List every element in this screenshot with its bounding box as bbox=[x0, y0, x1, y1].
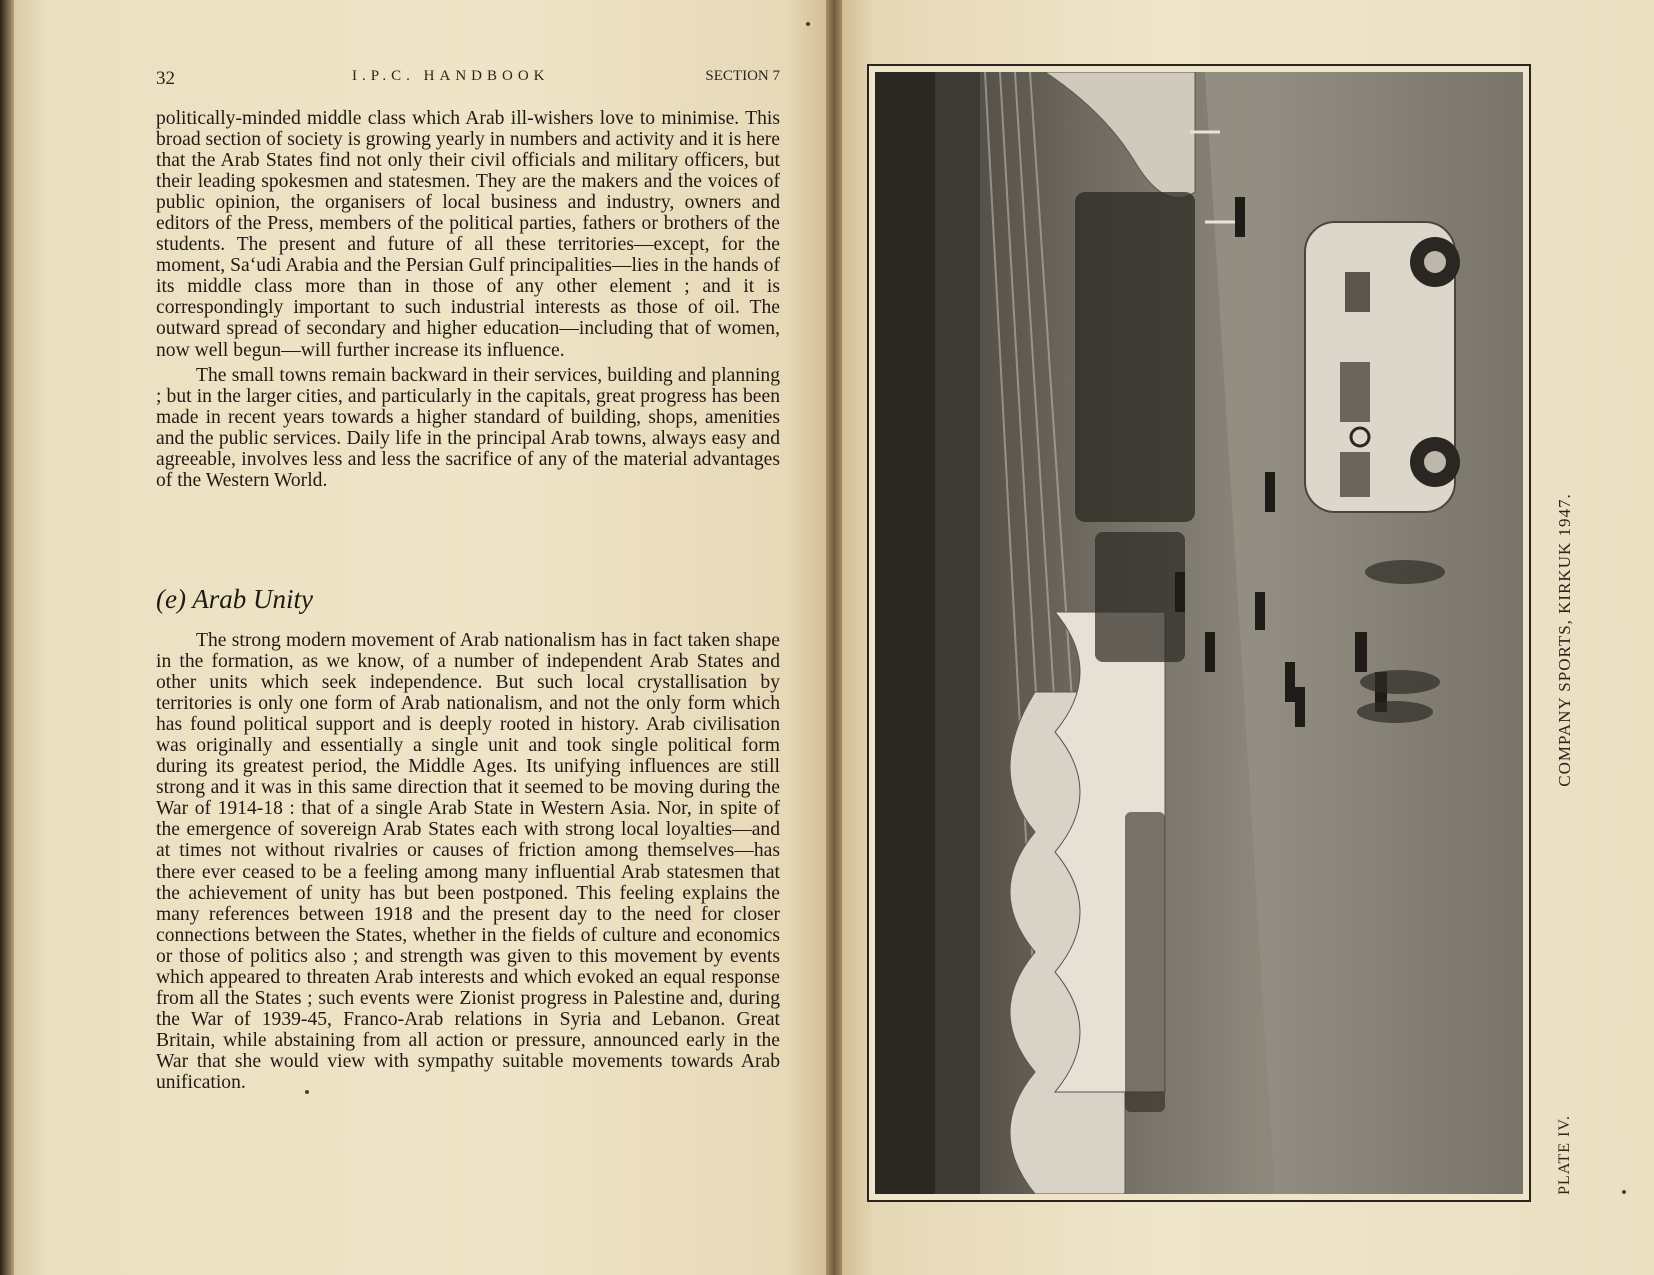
section-label: SECTION 7 bbox=[705, 68, 780, 84]
plate-label: PLATE IV. bbox=[1556, 1115, 1573, 1195]
ink-spot bbox=[1622, 1190, 1626, 1194]
paragraph-2: The small towns remain backward in their services, building and planning ; but in the larger cities, and particularly in the capitals, great progress has been made in recent years towards a higher standard of building, shops, amenities and the public services. Daily life in the principal Arab towns, always easy and agreeable, involves less and less the sacrifice of any of the material advantages of the Western World. bbox=[156, 364, 780, 491]
body-text-bottom bbox=[156, 630, 780, 1093]
paragraph-3: The strong modern movement of Arab nationalism has in fact taken shape in the formation, as we know, of a number of independent Arab States and other units which seek independence. But such local crystallisation by territories is only one form of Arab nationalism, and not the only form which has found political support and is deeply rooted in history. Arab civilisation was originally and essentially a single unit and took single political form during its greatest period, the Middle Ages. Its unifying influences are still strong and it was in this same direction that it seemed to be moving during the War of 1914-18 : that of a single Arab State in Western Asia. Nor, in spite of the emergence of sovereign Arab States each with strong local loyalties—and at times not without rivalries or causes of friction among themselves—has there ever ceased to be a feeling among many influential Arab statesmen that the achievement of unity has but been postponed. This feeling explains the many references between 1918 and the present day to the need for closer connections between the States, whether in the fields of culture and economics or those of politics also ; and strength was given to this movement by events which appeared to threaten Arab interests and which evoked an equal response from all the States ; such events were Zionist progress in Palestine and, during the War of 1939-45, Franco-Arab relations in Syria and Lebanon. Great Britain, while abstaining from all action or pressure, announced early in the War that she would view with sympathy suitable movements towards Arab unification. bbox=[156, 630, 780, 1093]
book-spine bbox=[826, 0, 842, 1275]
page-number: 32 bbox=[156, 68, 175, 89]
ink-spot bbox=[806, 22, 810, 26]
running-head: I.P.C. HANDBOOK bbox=[352, 68, 550, 84]
ink-spot bbox=[305, 1090, 309, 1094]
photo-plate-frame bbox=[867, 64, 1531, 1202]
page-header bbox=[156, 68, 780, 92]
section-heading: (e) Arab Unity bbox=[156, 584, 313, 614]
plate-caption: COMPANY SPORTS, KIRKUK 1947. bbox=[1555, 493, 1574, 787]
body-text-top bbox=[156, 108, 780, 491]
paragraph-1: politically-minded middle class which Arab ill-wishers love to minimise. This broad section of society is growing yearly in numbers and activity and it is here that the Arab States find not only their civil officials and military officers, but their leading spokesmen and statesmen. They are the makers and the voices of public opinion, the organisers of local business and industry, owners and editors of the Press, members of the political parties, fathers or brothers of the students. The present and future of all these territories—except, for the moment, Sa‘udi Arabia and the Persian Gulf principalities—lies in the hands of its middle class more than in those of any other element ; and it is correspondingly important to such industrial interests as those of oil. The outward spread of secondary and higher education—including that of women, now well begun—will further increase its influence. bbox=[156, 108, 780, 361]
sports-photograph bbox=[875, 72, 1523, 1194]
